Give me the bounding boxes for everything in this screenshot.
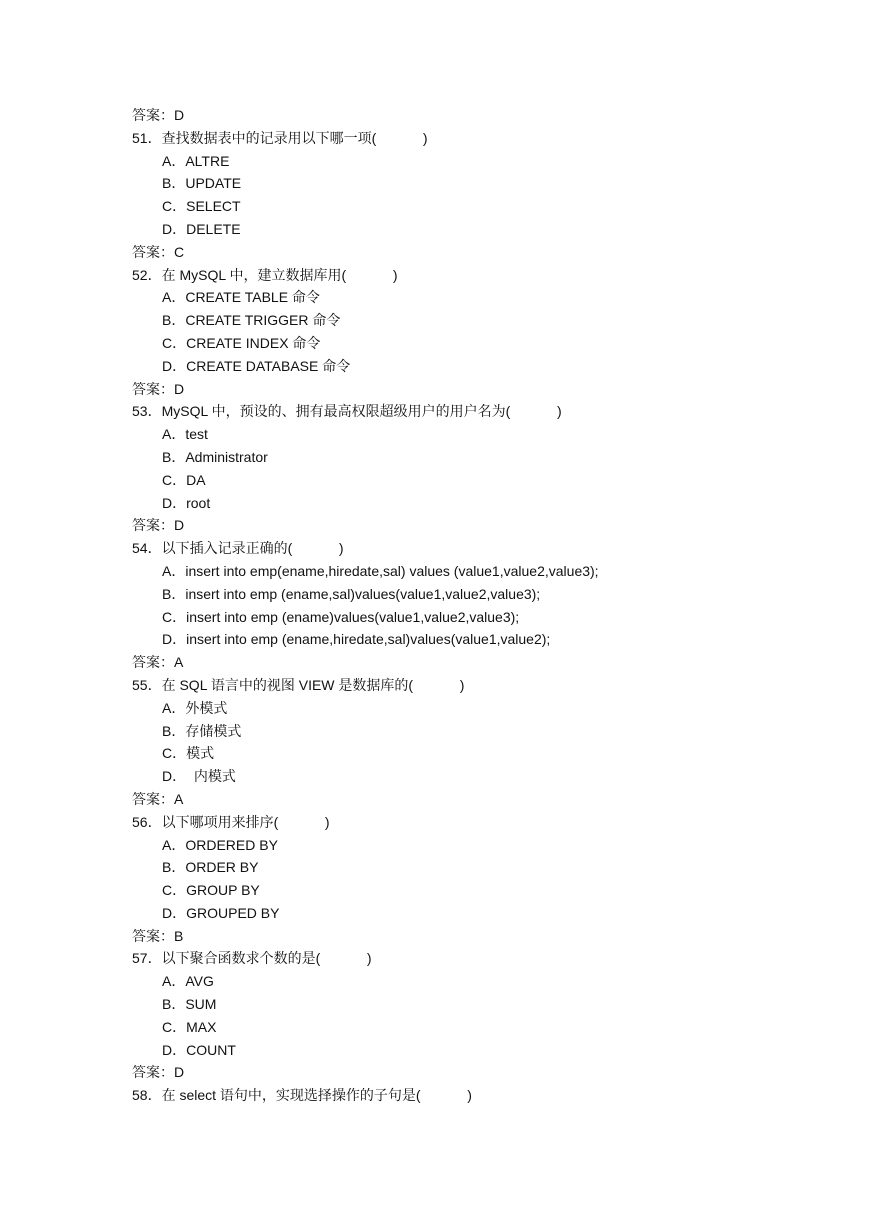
option-line: A．外模式	[162, 699, 228, 716]
option-line: A．insert into emp(ename,hiredate,sal) values (value1,value2,value3);	[162, 562, 599, 579]
question-line: 51．查找数据表中的记录用以下哪一项( )	[132, 129, 428, 146]
option-line: B．CREATE TRIGGER 命令	[162, 312, 341, 329]
option-line: C．DA	[162, 471, 206, 488]
answer-line: 答案：B	[132, 927, 184, 944]
option-line: D．DELETE	[162, 220, 241, 237]
option-line: C．CREATE INDEX 命令	[162, 334, 321, 351]
option-line: B．ORDER BY	[162, 859, 259, 876]
answer-line: 答案：D	[132, 517, 185, 534]
answer-line: 答案：C	[132, 243, 185, 260]
option-line: C．insert into emp (ename)values(value1,value2,value3);	[162, 608, 520, 625]
question-line: 52．在 MySQL 中，建立数据库用( )	[132, 266, 398, 283]
option-line: D． 内模式	[162, 768, 236, 785]
question-line: 57．以下聚合函数求个数的是( )	[132, 950, 372, 967]
option-line: C．MAX	[162, 1018, 217, 1035]
question-line: 58．在 select 语句中，实现选择操作的子句是( )	[132, 1087, 472, 1104]
option-line: B．Administrator	[162, 448, 268, 465]
option-line: A．ORDERED BY	[162, 836, 278, 853]
option-line: B．UPDATE	[162, 175, 242, 192]
question-list	[132, 104, 832, 1107]
option-line: D．COUNT	[162, 1041, 236, 1058]
answer-line: 答案：D	[132, 380, 185, 397]
option-line: C．GROUP BY	[162, 882, 260, 899]
answer-line: 答案：A	[132, 790, 184, 807]
option-line: D．insert into emp (ename,hiredate,sal)values(value1,value2);	[162, 631, 551, 648]
option-line: A．test	[162, 426, 208, 443]
option-line: B．SUM	[162, 996, 217, 1013]
question-line: 55．在 SQL 语言中的视图 VIEW 是数据库的( )	[132, 676, 465, 693]
answer-line: 答案：A	[132, 654, 184, 671]
question-line: 53．MySQL 中，预设的、拥有最高权限超级用户的用户名为( )	[132, 403, 562, 420]
option-line: A．AVG	[162, 973, 214, 990]
option-line: D．root	[162, 494, 211, 511]
option-line: A．ALTRE	[162, 152, 230, 169]
answer-line: 答案：D	[132, 107, 185, 123]
option-line: A．CREATE TABLE 命令	[162, 289, 320, 306]
option-line: C．模式	[162, 745, 215, 762]
option-line: D．GROUPED BY	[162, 904, 280, 921]
option-line: B．insert into emp (ename,sal)values(value1,value2,value3);	[162, 585, 541, 602]
answer-line: 答案：D	[132, 1064, 185, 1081]
question-line: 56．以下哪项用来排序( )	[132, 813, 330, 830]
option-line: D．CREATE DATABASE 命令	[162, 357, 351, 374]
option-line: B．存储模式	[162, 722, 242, 739]
question-line: 54．以下插入记录正确的( )	[132, 540, 344, 557]
option-line: C．SELECT	[162, 198, 241, 215]
